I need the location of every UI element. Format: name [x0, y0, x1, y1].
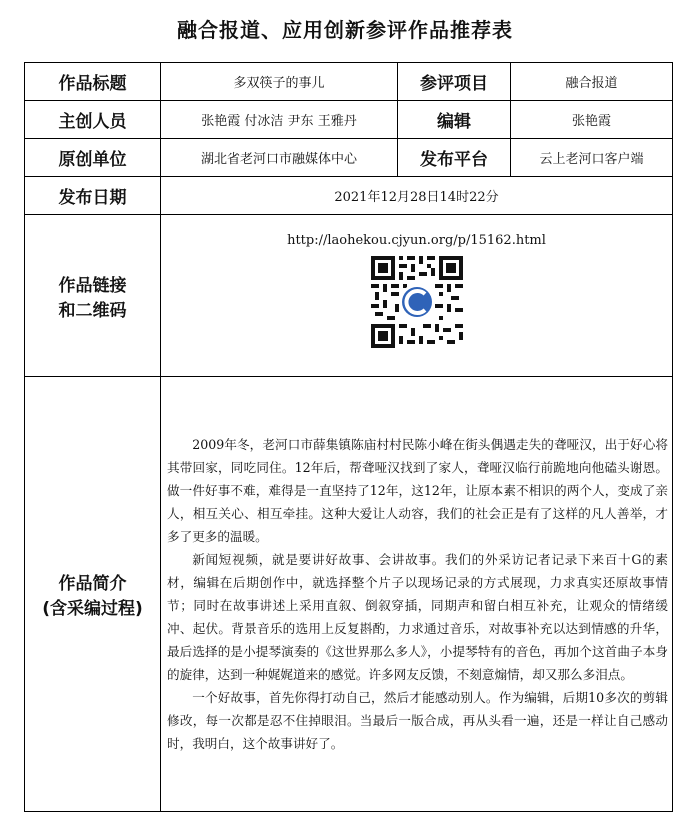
date-label: 发布日期: [25, 177, 161, 215]
summary-paragraph: 一个好故事，首先你得打动自己，然后才能感动别人。作为编辑，后期10多次的剪辑修改，每一次都是忍不住掉眼泪。当最后一版合成，再从头看一遍，还是一样让自己感动时，我明白，这个故事讲好了。: [167, 690, 668, 751]
category-value: 融合报道: [511, 63, 673, 101]
row-date: [25, 177, 673, 215]
work-title-label: 作品标题: [25, 63, 161, 101]
row-creators: [25, 101, 673, 139]
editor-label: 编辑: [398, 101, 511, 139]
summary-paragraph: 2009年冬，老河口市薛集镇陈庙村村民陈小峰在街头偶遇走失的聋哑汉，出于好心将其带回家，同吃同住。12年后，帮聋哑汉找到了家人，聋哑汉临行前跪地向他磕头谢恩。做一件好事不难，难得是一直坚持了12年，这12年，让原本素不相识的两个人，变成了亲人，相互关心、相互牵挂。这种大爱让人动容，我们的社会正是有了这样的凡人善举，才多了更多的温暖。: [167, 437, 668, 544]
nomination-form-table: [24, 62, 673, 812]
qr-code-graphic: [371, 256, 463, 348]
summary-label-line2: (含采编过程): [42, 599, 143, 619]
editor-value: 张艳霞: [511, 101, 673, 139]
work-title-value: 多双筷子的事儿: [161, 63, 398, 101]
work-link[interactable]: http://laohekou.cjyun.org/p/15162.html: [287, 233, 546, 248]
row-link: [25, 215, 673, 377]
link-label-line1: 作品链接: [58, 275, 127, 296]
summary-label: [25, 377, 161, 812]
summary-text: [161, 377, 673, 812]
qr-code-icon[interactable]: [371, 256, 463, 348]
creators-value: 张艳霞 付冰洁 尹东 王雅丹: [161, 101, 398, 139]
date-value: 2021年12月28日14时22分: [161, 177, 673, 215]
unit-value: 湖北省老河口市融媒体中心: [161, 139, 398, 177]
summary-label-line1: 作品简介: [58, 574, 127, 594]
unit-label: 原创单位: [25, 139, 161, 177]
category-label: 参评项目: [398, 63, 511, 101]
platform-label: 发布平台: [398, 139, 511, 177]
summary-paragraph: 新闻短视频，就是要讲好故事、会讲故事。我们的外采访记者记录下来百十G的素材，编辑在后期创作中，就选择整个片子以现场记录的方式展现，力求真实还原故事情节；同时在故事讲述上采用直叙、倒叙穿插，同期声和留白相互补充，让观众的情绪缓冲、起伏。背景音乐的选用上反复斟酌，力求通过音乐，对故事补充以达到情感的升华，最后选择的是小提琴演奏的《这世界那么多人》，小提琴特有的音色，再加个这首曲子本身的旋律，达到一种娓娓道来的感觉。许多网友反馈，不刻意煽情，却又那么多泪点。: [167, 552, 668, 682]
row-work-title: [25, 63, 673, 101]
link-cell: [161, 215, 673, 377]
creators-label: 主创人员: [25, 101, 161, 139]
link-label: [25, 215, 161, 377]
row-unit: [25, 139, 673, 177]
page-title: 融合报道、应用创新参评作品推荐表: [177, 18, 513, 42]
platform-value: 云上老河口客户端: [511, 139, 673, 177]
row-summary: [25, 377, 673, 812]
link-label-line2: 和二维码: [58, 300, 127, 321]
